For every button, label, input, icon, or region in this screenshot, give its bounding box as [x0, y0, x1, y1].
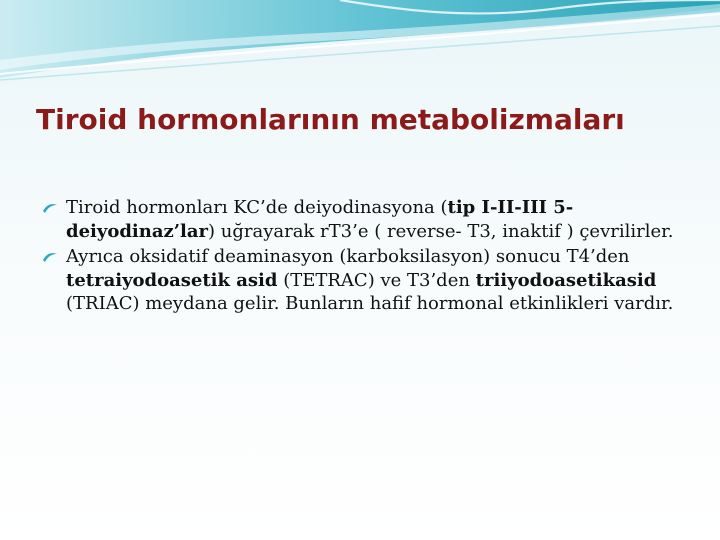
- slide-title: Tiroid hormonlarının metabolizmaları: [36, 103, 625, 136]
- bullet-text-run: (TETRAC) ve T3’den: [277, 269, 476, 291]
- bullet-list: [40, 196, 696, 318]
- bullet-text-run: Tiroid hormonları KC’de deiyodinasyona (: [66, 197, 448, 218]
- bullet-text-run: Ayrıca oksidatif deaminasyon (karboksilasyon) sonucu T4’den: [66, 246, 630, 267]
- bullet-swoosh-icon: [42, 251, 58, 263]
- bullet-text-run: (TRIAC) meydana gelir. Bunların hafif hormonal etkinlikleri vardır.: [66, 293, 674, 314]
- bullet-text-run-bold: triiyodoasetikasid: [475, 269, 657, 291]
- bullet-item: [40, 245, 696, 316]
- bullet-item: [40, 196, 696, 243]
- header-wave-decoration: [0, 0, 720, 90]
- bullet-text-run-bold: tetraiyodoasetik asid: [66, 269, 278, 291]
- bullet-swoosh-icon: [42, 202, 58, 214]
- bullet-text-run: ) uğrayarak r: [208, 220, 329, 242]
- bullet-text-run-bold: tip I-II-III 5-deiyodinaz’lar: [66, 197, 574, 242]
- bullet-text-run: T3’e ( reverse- T3, inaktif ) çevrilirler.: [328, 220, 674, 242]
